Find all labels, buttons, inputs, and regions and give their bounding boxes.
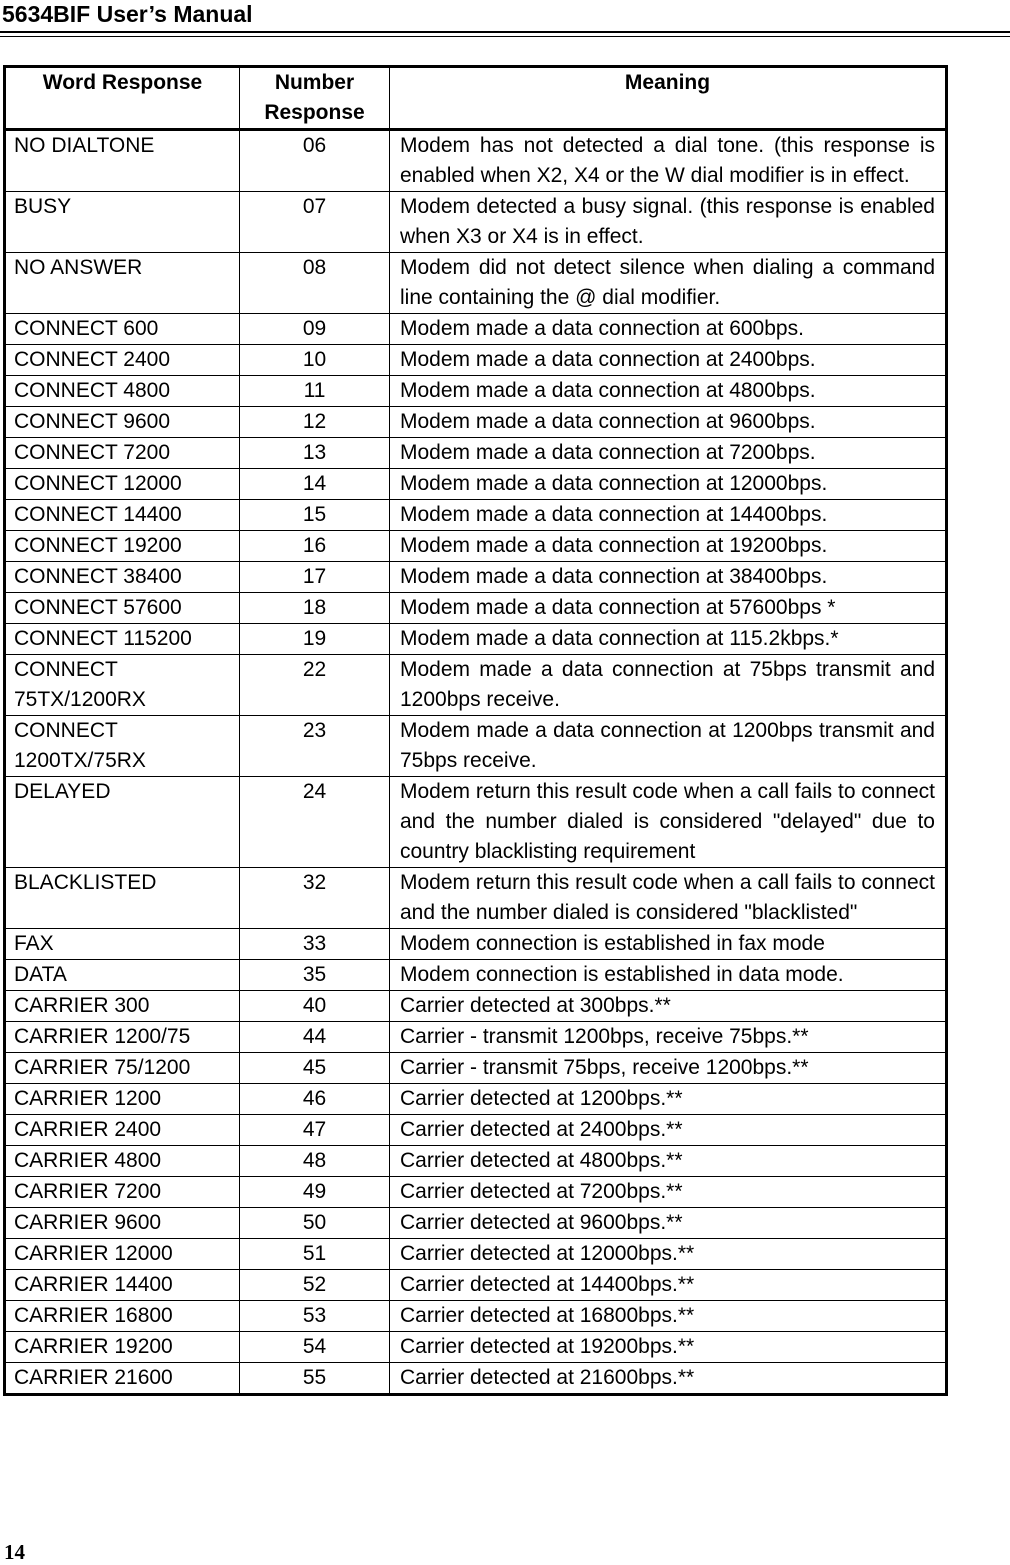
word-response-cell: CARRIER 16800 xyxy=(5,1301,240,1332)
meaning-cell: Carrier detected at 1200bps.** xyxy=(390,1084,947,1115)
word-response-cell: CONNECT 75TX/1200RX xyxy=(5,655,240,716)
number-response-cell: 48 xyxy=(240,1146,390,1177)
table-header-row xyxy=(5,67,947,130)
table-row xyxy=(5,469,947,500)
number-response-cell: 23 xyxy=(240,716,390,777)
word-response-cell: NO ANSWER xyxy=(5,253,240,314)
number-response-cell: 16 xyxy=(240,531,390,562)
meaning-cell: Modem return this result code when a call fails to connect and the number dialed is considered "blacklisted" xyxy=(390,868,947,929)
meaning-cell: Modem did not detect silence when dialing a command line containing the @ dial modifier. xyxy=(390,253,947,314)
column-header-number-response: Number Response xyxy=(240,67,390,130)
table-body xyxy=(5,130,947,1395)
word-response-cell: CONNECT 7200 xyxy=(5,438,240,469)
meaning-cell: Modem made a data connection at 2400bps. xyxy=(390,345,947,376)
table-row xyxy=(5,1301,947,1332)
number-response-cell: 51 xyxy=(240,1239,390,1270)
table-row xyxy=(5,1332,947,1363)
table-row xyxy=(5,1239,947,1270)
word-response-cell: CONNECT 115200 xyxy=(5,624,240,655)
table-row xyxy=(5,868,947,929)
number-response-cell: 06 xyxy=(240,130,390,192)
meaning-cell: Carrier detected at 16800bps.** xyxy=(390,1301,947,1332)
table-row xyxy=(5,130,947,192)
word-response-cell: CARRIER 1200/75 xyxy=(5,1022,240,1053)
meaning-cell: Modem made a data connection at 4800bps. xyxy=(390,376,947,407)
table-row xyxy=(5,531,947,562)
number-response-cell: 44 xyxy=(240,1022,390,1053)
table-row xyxy=(5,192,947,253)
table-row xyxy=(5,562,947,593)
header-rule-thin xyxy=(0,36,1010,37)
word-response-cell: CONNECT 4800 xyxy=(5,376,240,407)
meaning-cell: Modem made a data connection at 7200bps. xyxy=(390,438,947,469)
table-row xyxy=(5,593,947,624)
meaning-cell: Modem made a data connection at 12000bps. xyxy=(390,469,947,500)
word-response-cell: CARRIER 7200 xyxy=(5,1177,240,1208)
word-response-cell: DELAYED xyxy=(5,777,240,868)
word-response-cell: CARRIER 14400 xyxy=(5,1270,240,1301)
meaning-cell: Modem connection is established in data mode. xyxy=(390,960,947,991)
word-response-cell: CARRIER 19200 xyxy=(5,1332,240,1363)
table-row xyxy=(5,1146,947,1177)
meaning-cell: Modem made a data connection at 115.2kbps.* xyxy=(390,624,947,655)
number-response-cell: 46 xyxy=(240,1084,390,1115)
number-response-cell: 15 xyxy=(240,500,390,531)
number-response-cell: 09 xyxy=(240,314,390,345)
meaning-cell: Carrier detected at 7200bps.** xyxy=(390,1177,947,1208)
word-response-cell: CONNECT 19200 xyxy=(5,531,240,562)
word-response-cell: CONNECT 57600 xyxy=(5,593,240,624)
table-row xyxy=(5,376,947,407)
meaning-cell: Carrier detected at 4800bps.** xyxy=(390,1146,947,1177)
word-response-cell: CARRIER 2400 xyxy=(5,1115,240,1146)
number-response-cell: 52 xyxy=(240,1270,390,1301)
table-row xyxy=(5,1053,947,1084)
word-response-cell: CARRIER 4800 xyxy=(5,1146,240,1177)
meaning-cell: Modem made a data connection at 38400bps. xyxy=(390,562,947,593)
meaning-cell: Modem made a data connection at 75bps transmit and 1200bps receive. xyxy=(390,655,947,716)
table-row xyxy=(5,407,947,438)
number-response-cell: 13 xyxy=(240,438,390,469)
word-response-cell: CONNECT 12000 xyxy=(5,469,240,500)
table-row xyxy=(5,345,947,376)
word-response-cell: CONNECT 14400 xyxy=(5,500,240,531)
number-response-cell: 33 xyxy=(240,929,390,960)
table-row xyxy=(5,991,947,1022)
table-row xyxy=(5,1208,947,1239)
number-response-cell: 35 xyxy=(240,960,390,991)
number-response-cell: 08 xyxy=(240,253,390,314)
meaning-cell: Carrier detected at 21600bps.** xyxy=(390,1363,947,1395)
word-response-cell: CARRIER 12000 xyxy=(5,1239,240,1270)
table-row xyxy=(5,655,947,716)
result-codes-table xyxy=(3,65,948,1396)
number-response-cell: 32 xyxy=(240,868,390,929)
meaning-cell: Carrier detected at 19200bps.** xyxy=(390,1332,947,1363)
number-response-cell: 07 xyxy=(240,192,390,253)
word-response-cell: CONNECT 38400 xyxy=(5,562,240,593)
page-number: 14 xyxy=(4,1540,25,1564)
meaning-cell: Modem made a data connection at 600bps. xyxy=(390,314,947,345)
meaning-cell: Modem detected a busy signal. (this response is enabled when X3 or X4 is in effect. xyxy=(390,192,947,253)
number-response-cell: 10 xyxy=(240,345,390,376)
table-row xyxy=(5,716,947,777)
table-row xyxy=(5,1084,947,1115)
meaning-cell: Modem made a data connection at 19200bps. xyxy=(390,531,947,562)
word-response-cell: DATA xyxy=(5,960,240,991)
table-row xyxy=(5,438,947,469)
table-row xyxy=(5,500,947,531)
table-row xyxy=(5,1270,947,1301)
column-header-word-response: Word Response xyxy=(5,67,240,130)
meaning-cell: Modem made a data connection at 14400bps. xyxy=(390,500,947,531)
number-response-cell: 45 xyxy=(240,1053,390,1084)
page-header-title: 5634BIF User’s Manual xyxy=(2,1,253,27)
table-row xyxy=(5,624,947,655)
word-response-cell: BUSY xyxy=(5,192,240,253)
table-row xyxy=(5,1177,947,1208)
meaning-cell: Carrier detected at 2400bps.** xyxy=(390,1115,947,1146)
word-response-cell: CARRIER 300 xyxy=(5,991,240,1022)
table-row xyxy=(5,1115,947,1146)
meaning-cell: Modem made a data connection at 57600bps * xyxy=(390,593,947,624)
word-response-cell: CARRIER 75/1200 xyxy=(5,1053,240,1084)
word-response-cell: CONNECT 1200TX/75RX xyxy=(5,716,240,777)
number-response-cell: 17 xyxy=(240,562,390,593)
column-header-meaning: Meaning xyxy=(390,67,947,130)
word-response-cell: CARRIER 21600 xyxy=(5,1363,240,1395)
meaning-cell: Modem connection is established in fax mode xyxy=(390,929,947,960)
number-response-cell: 54 xyxy=(240,1332,390,1363)
number-response-cell: 19 xyxy=(240,624,390,655)
word-response-cell: CARRIER 9600 xyxy=(5,1208,240,1239)
word-response-cell: NO DIALTONE xyxy=(5,130,240,192)
number-response-cell: 24 xyxy=(240,777,390,868)
number-response-cell: 47 xyxy=(240,1115,390,1146)
number-response-cell: 53 xyxy=(240,1301,390,1332)
number-response-cell: 50 xyxy=(240,1208,390,1239)
table-row xyxy=(5,1363,947,1395)
meaning-cell: Carrier detected at 9600bps.** xyxy=(390,1208,947,1239)
header-rule-thick xyxy=(0,31,1010,33)
word-response-cell: CONNECT 2400 xyxy=(5,345,240,376)
word-response-cell: FAX xyxy=(5,929,240,960)
meaning-cell: Carrier detected at 12000bps.** xyxy=(390,1239,947,1270)
meaning-cell: Carrier detected at 14400bps.** xyxy=(390,1270,947,1301)
word-response-cell: CONNECT 9600 xyxy=(5,407,240,438)
table-row xyxy=(5,929,947,960)
word-response-cell: BLACKLISTED xyxy=(5,868,240,929)
meaning-cell: Modem made a data connection at 1200bps transmit and 75bps receive. xyxy=(390,716,947,777)
table-row xyxy=(5,777,947,868)
number-response-cell: 12 xyxy=(240,407,390,438)
meaning-cell: Modem return this result code when a call fails to connect and the number dialed is considered "delayed" due to country blacklisting requirement xyxy=(390,777,947,868)
meaning-cell: Modem has not detected a dial tone. (this response is enabled when X2, X4 or the W dial modifier is in effect. xyxy=(390,130,947,192)
meaning-cell: Carrier detected at 300bps.** xyxy=(390,991,947,1022)
number-response-cell: 55 xyxy=(240,1363,390,1395)
number-response-cell: 18 xyxy=(240,593,390,624)
meaning-cell: Carrier - transmit 1200bps, receive 75bps.** xyxy=(390,1022,947,1053)
number-response-cell: 11 xyxy=(240,376,390,407)
table-row xyxy=(5,314,947,345)
number-response-cell: 40 xyxy=(240,991,390,1022)
table-row xyxy=(5,960,947,991)
number-response-cell: 49 xyxy=(240,1177,390,1208)
meaning-cell: Carrier - transmit 75bps, receive 1200bps.** xyxy=(390,1053,947,1084)
number-response-cell: 14 xyxy=(240,469,390,500)
table-row xyxy=(5,1022,947,1053)
word-response-cell: CARRIER 1200 xyxy=(5,1084,240,1115)
word-response-cell: CONNECT 600 xyxy=(5,314,240,345)
meaning-cell: Modem made a data connection at 9600bps. xyxy=(390,407,947,438)
table-row xyxy=(5,253,947,314)
number-response-cell: 22 xyxy=(240,655,390,716)
